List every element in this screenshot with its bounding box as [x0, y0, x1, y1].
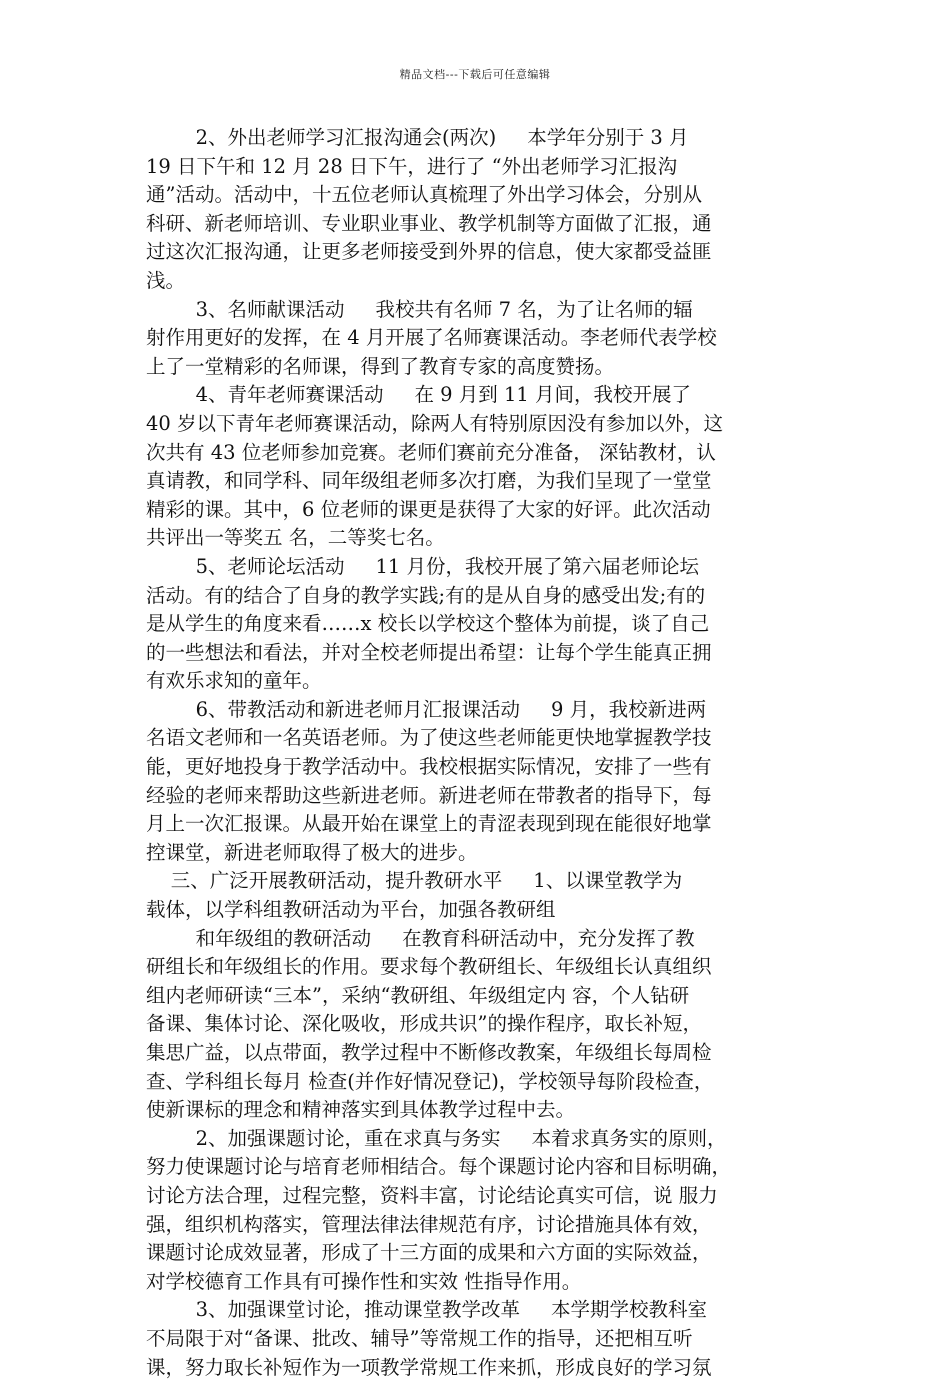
text-line: 三、广泛开展教研活动，提升教研水平 1、以课堂教学为: [146, 869, 683, 893]
text-line: 通”活动。活动中，十五位老师认真梳理了外出学习体会，分别从: [146, 183, 702, 207]
text-line: 月上一次汇报课。从最开始在课堂上的青涩表现到现在能很好地掌: [146, 812, 712, 836]
text-line: 4、青年老师赛课活动 在 9 月到 11 月间，我校开展了: [146, 383, 692, 407]
text-line: 19 日下午和 12 月 28 日下午，进行了 “外出老师学习汇报沟: [146, 154, 678, 178]
text-line: 射作用更好的发挥，在 4 月开展了名师赛课活动。李老师代表学校: [146, 326, 717, 350]
text-line: 浅。: [146, 268, 186, 292]
text-line: 共评出一等奖五 名，二等奖七名。: [146, 526, 445, 550]
text-line: 名语文老师和一名英语老师。为了使这些老师能更快地掌握教学技: [146, 726, 712, 750]
text-line: 真请教，和同学科、同年级组老师多次打磨，为我们呈现了一堂堂: [146, 469, 712, 493]
text-line: 不局限于对“备课、批改、辅导”等常规工作的指导，还把相互听: [146, 1326, 693, 1350]
text-line: 3、名师献课活动 我校共有名师 7 名，为了让名师的辐: [146, 297, 693, 321]
text-line: 活动。有的结合了自身的教学实践;有的是从自身的感受出发;有的: [146, 583, 706, 607]
text-line: 研组长和年级组长的作用。要求每个教研组长、年级组长认真组织: [146, 955, 712, 979]
text-line: 2、加强课题讨论，重在求真与务实 本着求真务实的原则，: [146, 1126, 727, 1150]
page-header: 精品文档---下载后可任意编辑: [399, 68, 551, 81]
text-line: 次共有 43 位老师参加竞赛。老师们赛前充分准备， 深钻教材，认: [146, 440, 716, 464]
text-line: 使新课标的理念和精神落实到具体教学过程中去。: [146, 1098, 576, 1122]
text-line: 努力使课题讨论与培育老师相结合。每个课题讨论内容和目标明确，: [146, 1155, 732, 1179]
text-line: 课，努力取长补短作为一项教学常规工作来抓，形成良好的学习氛: [146, 1355, 712, 1379]
text-line: 和年级组的教研活动 在教育科研活动中，充分发挥了教: [146, 926, 695, 950]
document-body: [146, 124, 806, 1382]
text-line: 课题讨论成效显著，形成了十三方面的成果和六方面的实际效益，: [146, 1241, 712, 1265]
text-line: 载体，以学科组教研活动为平台，加强各教研组: [146, 898, 556, 922]
text-line: 的一些想法和看法，并对全校老师提出希望：让每个学生能真正拥: [146, 640, 712, 664]
text-line: 集思广益，以点带面，教学过程中不断修改教案，年级组长每周检: [146, 1041, 712, 1064]
text-line: 是从学生的角度来看……x 校长以学校这个整体为前提，谈了自己: [146, 612, 710, 636]
text-line: 对学校德育工作具有可操作性和实效 性指导作用。: [146, 1269, 582, 1293]
text-line: 控课堂，新进老师取得了极大的进步。: [146, 840, 478, 864]
text-line: 备课、集体讨论、深化吸收，形成共识”的操作程序，取长补短，: [146, 1012, 702, 1036]
text-line: 强，组织机构落实，管理法律法律规范有序，讨论措施具体有效，: [146, 1212, 712, 1236]
text-line: 40 岁以下青年老师赛课活动，除两人有特别原因没有参加以外，这: [146, 411, 724, 435]
text-line: 经验的老师来帮助这些新进老师。新进老师在带教者的指导下，每: [146, 783, 712, 807]
text-line: 组内老师研读“三本”，采纳“教研组、年级组定内 容，个人钻研: [146, 983, 690, 1007]
text-line: 3、加强课堂讨论，推动课堂教学改革 本学期学校教科室: [146, 1298, 707, 1322]
text-line: 科研、新老师培训、专业职业事业、教学机制等方面做了汇报，通: [146, 211, 712, 235]
text-line: 精彩的课。其中，6 位老师的课更是获得了大家的好评。此次活动: [146, 497, 711, 521]
text-line: 查、学科组长每月 检查(并作好情况登记)，学校领导每阶段检查，: [146, 1069, 714, 1093]
text-line: 6、带教活动和新进老师月汇报课活动 9 月，我校新进两: [146, 697, 707, 721]
text-line: 能，更好地投身于教学活动中。我校根据实际情况，安排了一些有: [146, 755, 712, 779]
text-line: 讨论方法合理，过程完整，资料丰富，讨论结论真实可信，说 服力: [146, 1183, 718, 1207]
text-line: 上了一堂精彩的名师课，得到了教育专家的高度赞扬。: [146, 354, 615, 378]
text-line: 5、老师论坛活动 11 月份，我校开展了第六届老师论坛: [146, 554, 699, 578]
text-line: 2、外出老师学习汇报沟通会(两次) 本学年分别于 3 月: [146, 126, 689, 149]
text-line: 过这次汇报沟通，让更多老师接受到外界的信息，使大家都受益匪: [146, 240, 712, 264]
text-line: 有欢乐求知的童年。: [146, 669, 322, 693]
